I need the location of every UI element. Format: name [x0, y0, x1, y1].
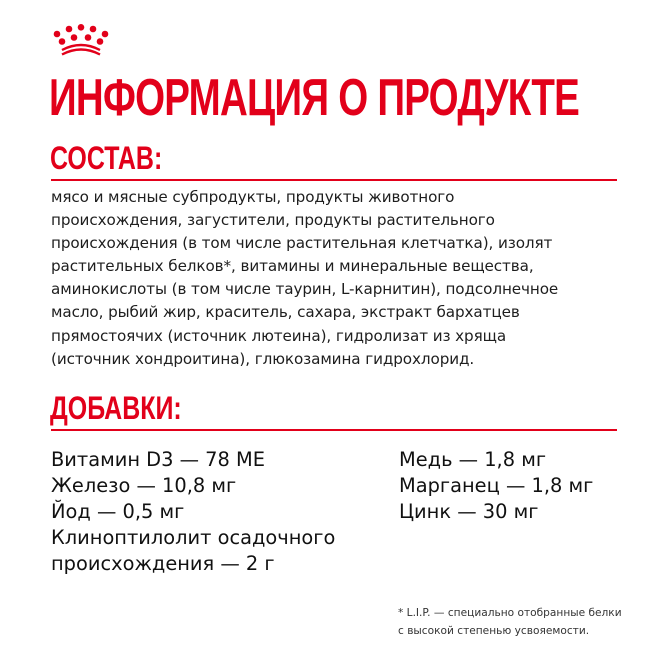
- footnote-line: * L.I.P. — специально отобранные белки: [398, 607, 622, 619]
- composition-line: масло, рыбий жир, краситель, сахара, экстракт бархатцев: [51, 303, 520, 322]
- composition-line: аминокислоты (в том числе таурин, L-карнитин), подсолнечное: [51, 280, 559, 299]
- composition-line: происхождения, загустители, продукты растительного: [51, 211, 495, 230]
- additives-right-column: [399, 447, 593, 525]
- composition-line: (источник хондроитина), глюкозамина гидрохлорид.: [51, 349, 475, 368]
- additive-item: Марганец — 1,8 мг: [399, 474, 594, 497]
- additive-item: Железо — 10,8 мг: [51, 474, 237, 497]
- additive-item: происхождения — 2 г: [51, 552, 275, 575]
- additive-item: Витамин D3 — 78 МЕ: [51, 448, 265, 471]
- composition-line: прямостоячих (источник лютеина), гидролизат из хряща: [51, 326, 507, 345]
- additives-left-column: [51, 447, 335, 577]
- additive-item: Клиноптилолит осадочного: [51, 526, 336, 549]
- composition-text: [51, 186, 611, 371]
- additive-item: Медь — 1,8 мг: [399, 448, 547, 471]
- composition-divider: [51, 179, 617, 181]
- additive-item: Йод — 0,5 мг: [51, 500, 185, 523]
- composition-heading: СОСТАВ:: [50, 140, 163, 176]
- additives-heading: ДОБАВКИ:: [50, 390, 182, 426]
- composition-line: происхождения (в том числе растительная клетчатка), изолят: [51, 234, 553, 253]
- footnote: [398, 604, 622, 640]
- page-title: ИНФОРМАЦИЯ О ПРОДУКТЕ: [49, 69, 580, 127]
- footnote-line: с высокой степенью усвояемости.: [398, 625, 590, 637]
- composition-line: мясо и мясные субпродукты, продукты животного: [51, 188, 455, 206]
- additives-divider: [51, 429, 617, 431]
- additive-item: Цинк — 30 мг: [399, 500, 539, 523]
- royal-canin-crown-icon: [52, 24, 110, 56]
- composition-line: растительных белков*, витамины и минеральные вещества,: [51, 257, 534, 276]
